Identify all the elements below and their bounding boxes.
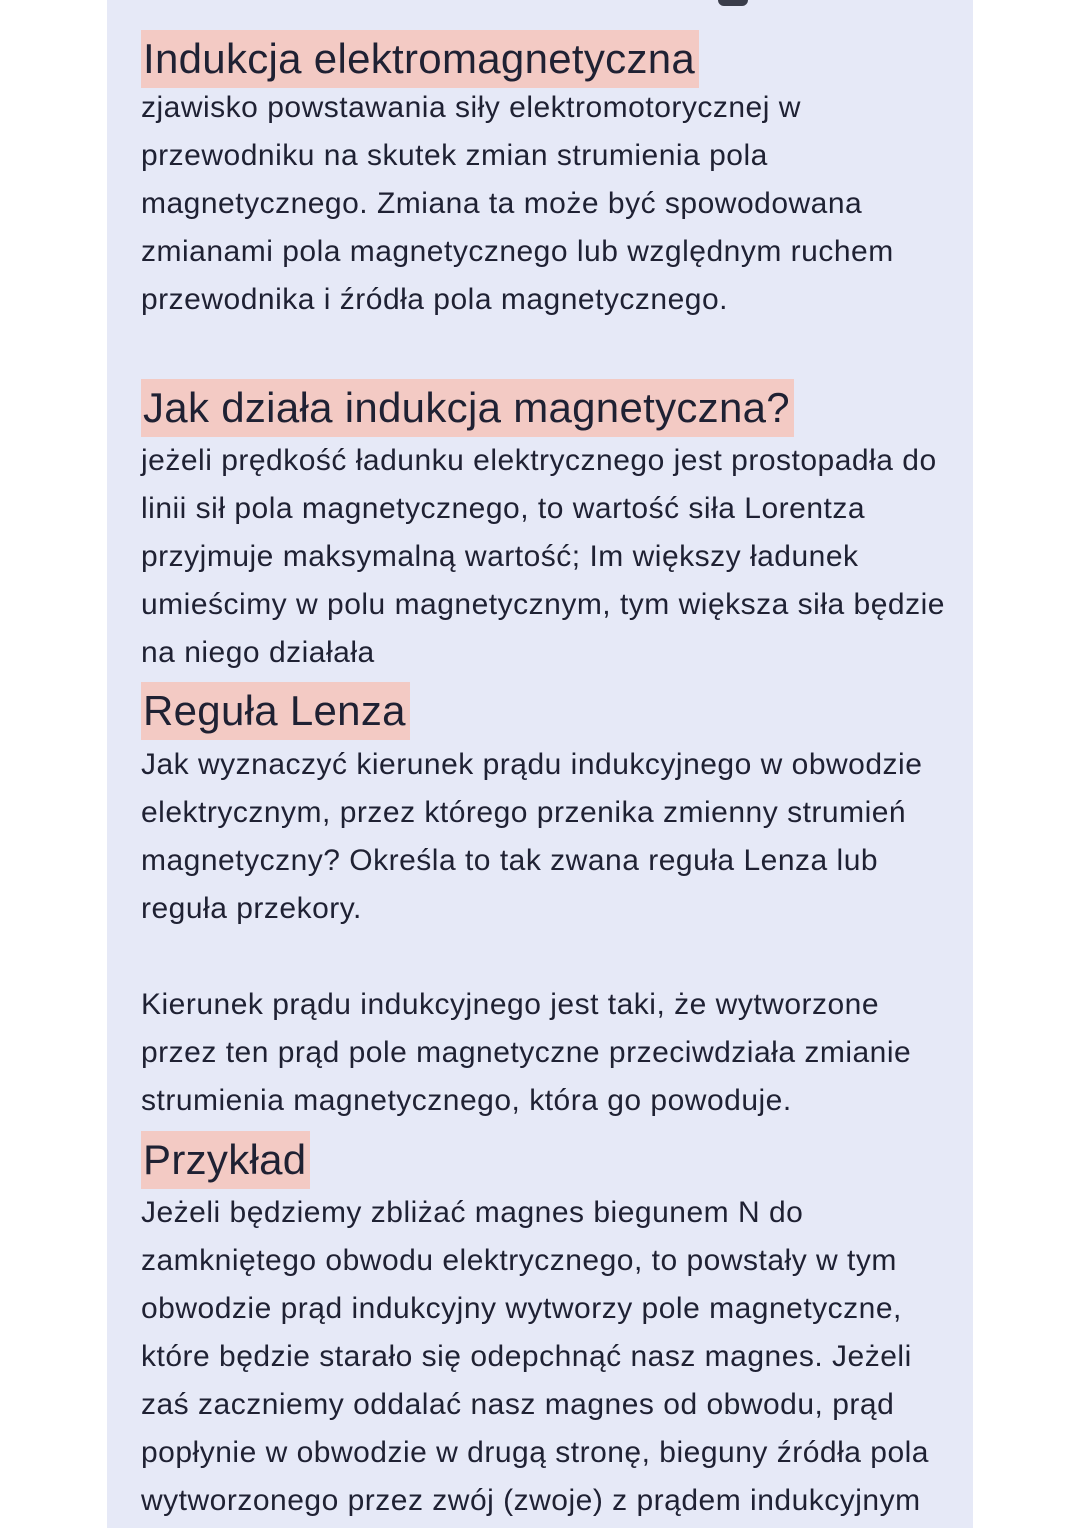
paragraph-line: linii sił pola magnetycznego, to wartość siła Lorentza — [141, 492, 866, 525]
paragraph-line: przewodniku na skutek zmian strumienia pola — [141, 139, 768, 172]
paragraph-line: Kierunek prądu indukcyjnego jest taki, że wytworzone — [141, 988, 880, 1021]
section-heading-wrapper — [141, 682, 410, 740]
paragraph-line: przewodnika i źródła pola magnetycznego. — [141, 283, 728, 316]
paragraph-line: elektrycznym, przez którego przenika zmienny strumień — [141, 796, 907, 829]
paragraph-line: które będzie starało się odepchnąć nasz magnes. Jeżeli — [141, 1340, 912, 1373]
paragraph-line: zmianami pola magnetycznego lub względnym ruchem — [141, 235, 894, 268]
paragraph-line: przyjmuje maksymalną wartość; Im większy ładunek — [141, 540, 859, 573]
paragraph-line: jeżeli prędkość ładunku elektrycznego jest prostopadła do — [141, 444, 937, 477]
section-heading: Przykład — [141, 1131, 310, 1189]
paragraph-line: reguła przekory. — [141, 892, 362, 925]
section-heading-wrapper — [141, 30, 699, 88]
cutoff-icon — [718, 0, 748, 6]
paragraph-line: wytworzonego przez zwój (zwoje) z prądem indukcyjnym — [141, 1484, 921, 1517]
paragraph-line: zamkniętego obwodu elektrycznego, to powstały w tym — [141, 1244, 897, 1277]
notes-page — [107, 0, 973, 1528]
section-heading: Reguła Lenza — [141, 682, 410, 740]
paragraph-line: na niego działała — [141, 636, 375, 669]
paragraph-line: zjawisko powstawania siły elektromotorycznej w — [141, 91, 801, 124]
paragraph-line: magnetycznego. Zmiana ta może być spowodowana — [141, 187, 863, 220]
paragraph — [141, 437, 945, 677]
paragraph-line: umieścimy w polu magnetycznym, tym większa siła będzie — [141, 588, 945, 621]
paragraph-line: zaś zaczniemy oddalać nasz magnes od obwodu, prąd — [141, 1388, 895, 1421]
section-heading-wrapper — [141, 1131, 310, 1189]
paragraph-line: magnetyczny? Określa to tak zwana reguła Lenza lub — [141, 844, 879, 877]
paragraph-line: Jak wyznaczyć kierunek prądu indukcyjnego w obwodzie — [141, 748, 923, 781]
paragraph-line: strumienia magnetycznego, która go powoduje. — [141, 1084, 792, 1117]
paragraph — [141, 981, 911, 1125]
paragraph-line: przez ten prąd pole magnetyczne przeciwdziała zmianie — [141, 1036, 912, 1069]
section-heading: Indukcja elektromagnetyczna — [141, 30, 699, 88]
paragraph-line: obwodzie prąd indukcyjny wytworzy pole magnetyczne, — [141, 1292, 902, 1325]
paragraph — [141, 84, 894, 324]
section-heading: Jak działa indukcja magnetyczna? — [141, 379, 794, 437]
section-heading-wrapper — [141, 379, 794, 437]
paragraph-line: Jeżeli będziemy zbliżać magnes biegunem N do — [141, 1196, 804, 1229]
paragraph — [141, 741, 922, 933]
paragraph — [141, 1189, 929, 1525]
paragraph-line: popłynie w obwodzie w drugą stronę, bieguny źródła pola — [141, 1436, 929, 1469]
